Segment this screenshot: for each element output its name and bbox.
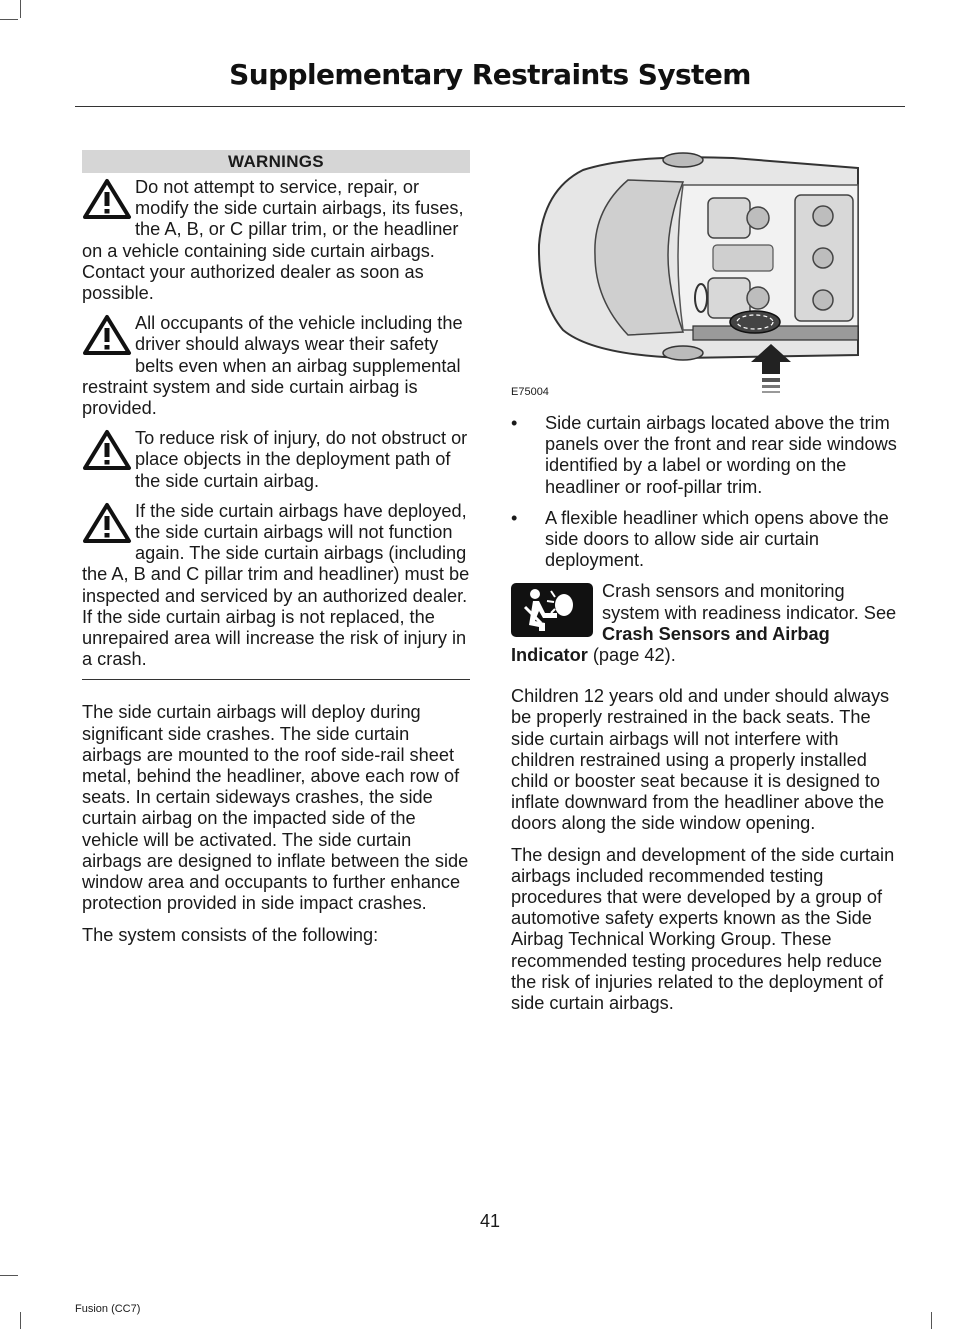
bullet-marker: • bbox=[511, 413, 518, 433]
body-paragraph: The design and development of the side curtain airbags included recommended testing procedures that were developed by a group of automotive safety experts known as the Side Airbag Technical Working Group. These recommended testing procedures help reduce the risk of injuries related to the deployment of side curtain airbags. bbox=[511, 844, 895, 1014]
left-column bbox=[82, 150, 470, 956]
page-number: 41 bbox=[479, 1211, 501, 1231]
warning-triangle-icon bbox=[82, 314, 132, 356]
footer-model: Fusion (CC7) bbox=[75, 1303, 141, 1315]
title-divider bbox=[75, 106, 905, 107]
airbag-indicator-icon bbox=[511, 583, 593, 637]
page-reference-link[interactable]: Crash Sensors and Airbag Indicator bbox=[511, 623, 830, 666]
crop-mark bbox=[20, 1312, 21, 1329]
car-top-view-illustration bbox=[533, 150, 863, 400]
figure-label: E75004 bbox=[511, 386, 549, 398]
warning-item bbox=[82, 428, 470, 492]
body-paragraph: Children 12 years old and under should always be properly restrained in the back seats. The side curtain airbags will not interfere with children restrained using a properly installed child or booster seat because it is designed to inflate downward from the headliner above the doors along the side window opening. bbox=[511, 686, 890, 834]
page-reference-suffix: (page 42). bbox=[587, 645, 676, 666]
warning-triangle-icon bbox=[82, 429, 132, 471]
warning-item bbox=[82, 501, 470, 671]
right-column bbox=[511, 150, 899, 1024]
list-item-text: A flexible headliner which opens above the side doors to allow side air curtain deployment. bbox=[545, 507, 889, 571]
list-item bbox=[511, 508, 899, 572]
crop-mark bbox=[0, 1275, 18, 1276]
page-title: Supplementary Restraints System bbox=[229, 58, 751, 91]
list-item bbox=[511, 413, 899, 498]
warnings-end-divider bbox=[82, 679, 470, 680]
warning-item bbox=[82, 313, 470, 419]
warning-text: Do not attempt to service, repair, or modify the side curtain airbags, its fuses, the A, B, or C pillar trim, or the headliner on a vehicle containing side curtain airbags. Contact your authorized dealer as soon as possible. bbox=[82, 177, 464, 304]
warning-item bbox=[82, 177, 470, 304]
warning-text: If the side curtain airbags have deployed, the side curtain airbags will not function again. The side curtain airbags (including the A, B and C pillar trim and headliner) must be inspected and serviced by an authorized dealer. If the side curtain airbag is not replaced, the unrepaired area will increase the risk of injury in a crash. bbox=[82, 500, 470, 670]
crop-mark bbox=[20, 0, 21, 18]
bullet-marker: • bbox=[511, 507, 518, 528]
warning-text: All occupants of the vehicle including the driver should always wear their safety belts even when an airbag supplemental restraint system and side curtain airbag is provided. bbox=[82, 313, 463, 419]
crop-mark bbox=[931, 1312, 932, 1329]
body-paragraph: The side curtain airbags will deploy during significant side crashes. The side curtain airbags are mounted to the roof side-rail sheet metal, behind the headliner, above each row of seats. In certain sideways crashes, the side curtain airbag on the impacted side of the vehicle will be activated. The side curtain airbags are designed to inflate between the side window area and occupants to further enhance protection provided in side impact crashes. bbox=[82, 702, 469, 914]
vehicle-illustration bbox=[511, 150, 899, 402]
body-paragraph: The system consists of the following: bbox=[82, 924, 379, 945]
crop-mark bbox=[0, 19, 18, 20]
warning-triangle-icon bbox=[82, 178, 132, 220]
sensor-note-text: Crash sensors and monitoring system with readiness indicator. See bbox=[602, 581, 897, 623]
list-item-text: Side curtain airbags located above the trim panels over the front and rear side windows identified by a label or wording on the headliner or roof-pillar trim. bbox=[545, 413, 897, 497]
warnings-heading: WARNINGS bbox=[82, 150, 470, 173]
warning-text: To reduce risk of injury, do not obstruct or place objects in the deployment path of the side curtain airbag. bbox=[135, 428, 468, 491]
crash-sensor-note bbox=[511, 581, 899, 666]
component-list bbox=[511, 413, 899, 571]
warning-triangle-icon bbox=[82, 502, 132, 544]
